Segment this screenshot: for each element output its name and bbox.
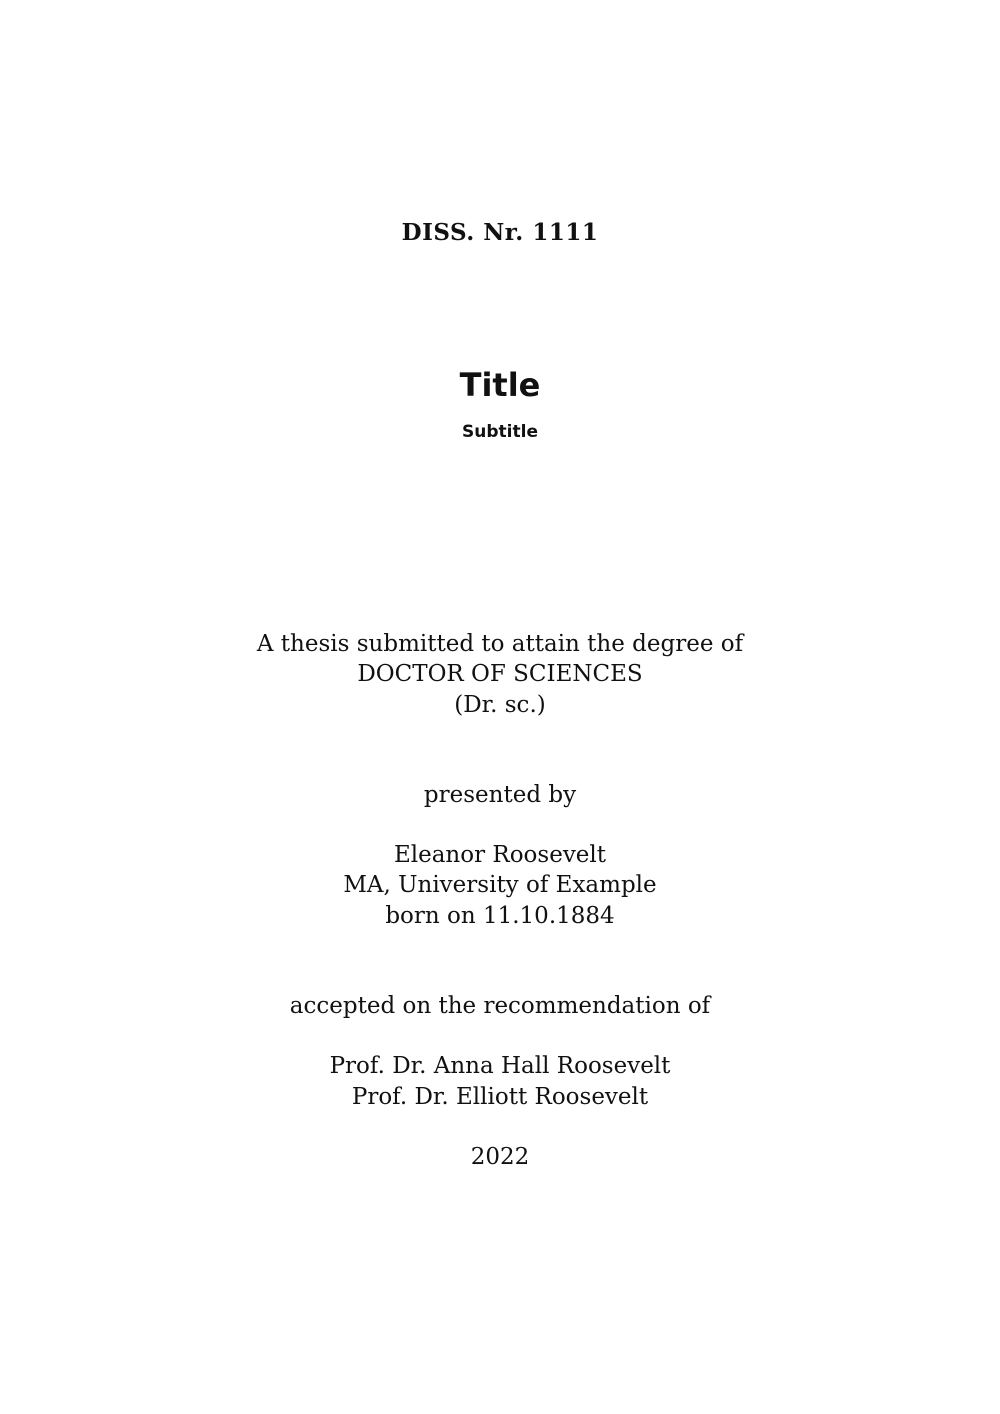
degree-name: DOCTOR OF SCIENCES [357, 661, 643, 687]
year: 2022 [470, 1144, 530, 1170]
degree-abbreviation: (Dr. sc.) [454, 692, 546, 718]
examiner-2: Prof. Dr. Elliott Roosevelt [351, 1084, 649, 1110]
author-birth-date: born on 11.10.1884 [385, 903, 615, 929]
degree-statement: A thesis submitted to attain the degree of [256, 631, 744, 657]
presented-by: presented by [423, 782, 577, 808]
examiner-1: Prof. Dr. Anna Hall Roosevelt [329, 1053, 671, 1079]
diss-number: DISS. Nr. 1111 [401, 219, 599, 246]
author-qualification: MA, University of Example [343, 872, 657, 898]
thesis-subtitle: Subtitle [462, 422, 538, 442]
thesis-title: Title [459, 366, 541, 404]
author-name: Eleanor Roosevelt [393, 842, 607, 868]
recommendation-intro: accepted on the recommendation of [289, 993, 711, 1019]
